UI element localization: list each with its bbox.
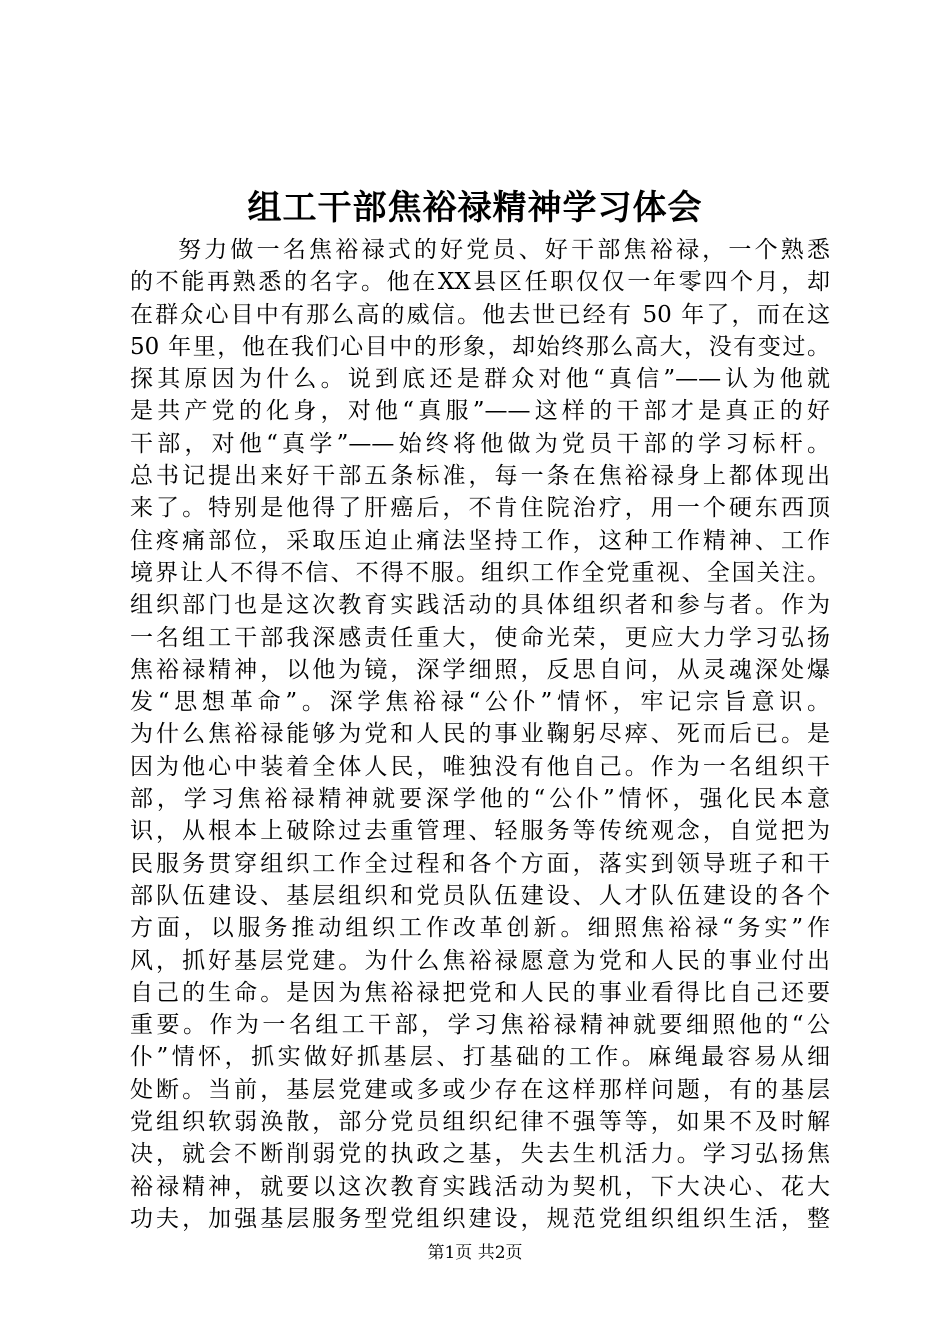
paragraph-line: 在群众心目中有那么高的威信。他去世已经有 50 年了，而在这 — [130, 301, 830, 328]
paragraph-line: 决，就会不断削弱党的执政之基，失去生机活力。学习弘扬焦 — [130, 1141, 830, 1168]
paragraph-line: 干部，对他“真学”——始终将他做为党员干部的学习标杆。 — [130, 430, 830, 457]
paragraph-line: 来了。特别是他得了肝癌后，不肯住院治疗，用一个硬东西顶 — [130, 495, 830, 522]
paragraph-line: 民服务贯穿组织工作全过程和各个方面，落实到领导班子和干 — [130, 850, 830, 877]
document-title: 组工干部焦裕禄精神学习体会 — [247, 188, 703, 228]
paragraph-line: 党组织软弱涣散，部分党员组织纪律不强等等，如果不及时解 — [130, 1109, 830, 1136]
paragraph-line: 住疼痛部位，采取压迫止痛法坚持工作，这种工作精神、工作 — [130, 527, 830, 554]
paragraph-line: 因为他心中装着全体人民，唯独没有他自己。作为一名组织干 — [130, 753, 830, 780]
paragraph-line: 处断。当前，基层党建或多或少存在这样那样问题，有的基层 — [130, 1076, 830, 1103]
paragraph-line: 总书记提出来好干部五条标准，每一条在焦裕禄身上都体现出 — [130, 463, 830, 490]
paragraph-line: 裕禄精神，就要以这次教育实践活动为契机，下大决心、花大 — [130, 1173, 830, 1200]
paragraph-line: 是共产党的化身，对他“真服”——这样的干部才是真正的好 — [130, 398, 830, 425]
paragraph-line: 为什么焦裕禄能够为党和人民的事业鞠躬尽瘁、死而后已。是 — [130, 721, 830, 748]
paragraph-line: 功夫，加强基层服务型党组织建设，规范党组织组织生活，整 — [130, 1205, 830, 1232]
document-body — [130, 234, 830, 1235]
paragraph-line: 探其原因为什么。说到底还是群众对他“真信”——认为他就 — [130, 366, 830, 393]
paragraph-line: 部，学习焦裕禄精神就要深学他的“公仆”情怀，强化民本意 — [130, 786, 830, 813]
paragraph-line: 重要。作为一名组工干部，学习焦裕禄精神就要细照他的“公 — [130, 1012, 830, 1039]
paragraph-line: 努力做一名焦裕禄式的好党员、好干部焦裕禄，一个熟悉 — [178, 237, 830, 263]
paragraph-line: 一名组工干部我深感责任重大，使命光荣，更应大力学习弘扬 — [130, 624, 830, 651]
paragraph-line: 50 年里，他在我们心目中的形象，却始终那么高大，没有变过。 — [130, 333, 830, 360]
paragraph-line: 的不能再熟悉的名字。他在XX县区任职仅仅一年零四个月，却 — [130, 269, 830, 296]
paragraph-line: 方面，以服务推动组织工作改革创新。细照焦裕禄“务实”作 — [130, 915, 830, 942]
paragraph-line: 组织部门也是这次教育实践活动的具体组织者和参与者。作为 — [130, 592, 830, 619]
paragraph-line: 识，从根本上破除过去重管理、轻服务等传统观念，自觉把为 — [130, 818, 830, 845]
paragraph-line: 风，抓好基层党建。为什么焦裕禄愿意为党和人民的事业付出 — [130, 947, 830, 974]
paragraph-line: 境界让人不得不信、不得不服。组织工作全党重视、全国关注。 — [130, 559, 830, 586]
paragraph-line: 焦裕禄精神，以他为镜，深学细照，反思自问，从灵魂深处爆 — [130, 656, 830, 683]
paragraph-line: 自己的生命。是因为焦裕禄把党和人民的事业看得比自己还要 — [130, 979, 830, 1006]
paragraph-line: 仆”情怀，抓实做好抓基层、打基础的工作。麻绳最容易从细 — [130, 1044, 830, 1071]
paragraph-line: 部队伍建设、基层组织和党员队伍建设、人才队伍建设的各个 — [130, 882, 830, 909]
page-footer: 第1页 共2页 — [427, 1243, 523, 1263]
paragraph-line: 发“思想革命”。深学焦裕禄“公仆”情怀，牢记宗旨意识。 — [130, 689, 830, 716]
